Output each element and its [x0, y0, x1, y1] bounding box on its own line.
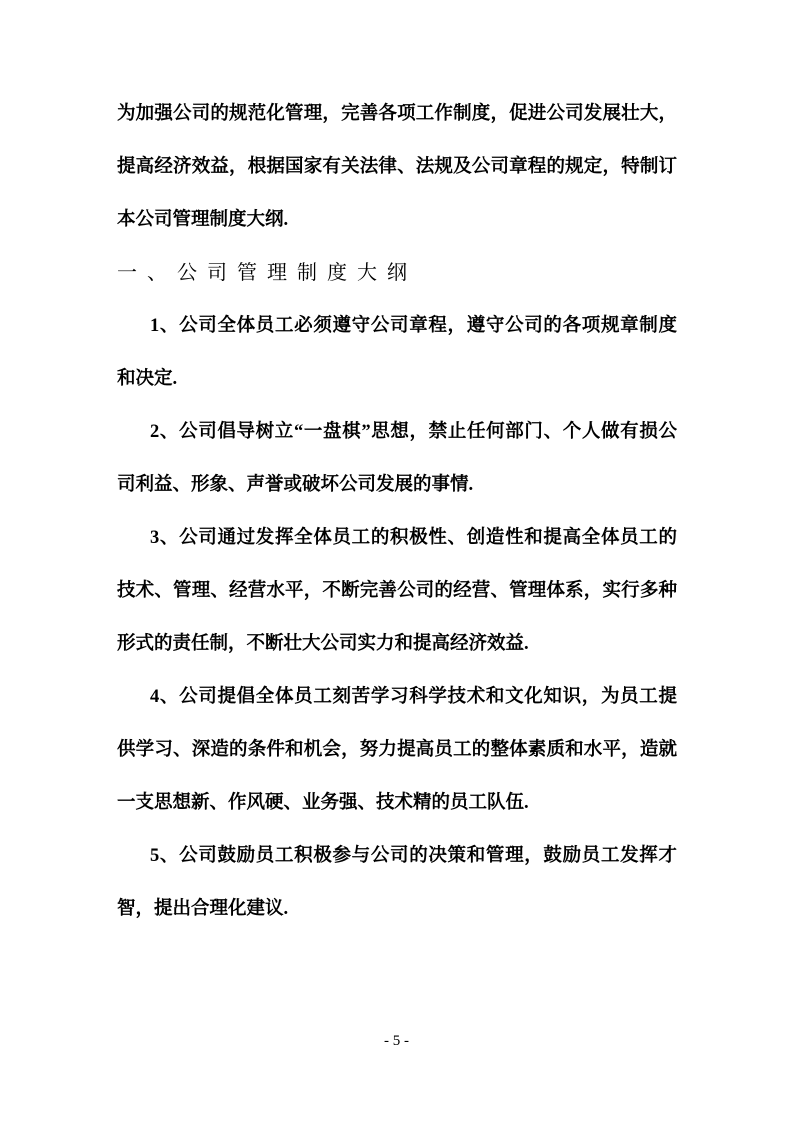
list-item-4: 4、公司提倡全体员工刻苦学习科学技术和文化知识，为员工提供学习、深造的条件和机会，努力提高员工的整体素质和水平，造就一支思想新、作风硬、业务强、技术精的员工队伍.: [117, 687, 677, 813]
document-body: [117, 88, 677, 936]
list-item-3: 3、公司通过发挥全体员工的积极性、创造性和提高全体员工的技术、管理、经营水平，不断完善公司的经营、管理体系，实行多种形式的责任制，不断壮大公司实力和提高经济效益.: [117, 528, 677, 654]
page-number: - 5 -: [384, 1033, 409, 1049]
list-item-2: 2、公司倡导树立“一盘棋”思想，禁止任何部门、个人做有损公司利益、形象、声誉或破坏公司发展的事情.: [117, 422, 677, 495]
list-item-1: 1、公司全体员工必须遵守公司章程，遵守公司的各项规章制度和决定.: [117, 316, 677, 389]
intro-paragraph: 为加强公司的规范化管理，完善各项工作制度，促进公司发展壮大，提高经济效益，根据国家有关法律、法规及公司章程的规定，特制订本公司管理制度大纲.: [117, 104, 677, 230]
list-item-5: 5、公司鼓励员工积极参与公司的决策和管理，鼓励员工发挥才智，提出合理化建议.: [117, 846, 677, 919]
section-heading: 一、公司管理制度大纲: [117, 262, 417, 284]
